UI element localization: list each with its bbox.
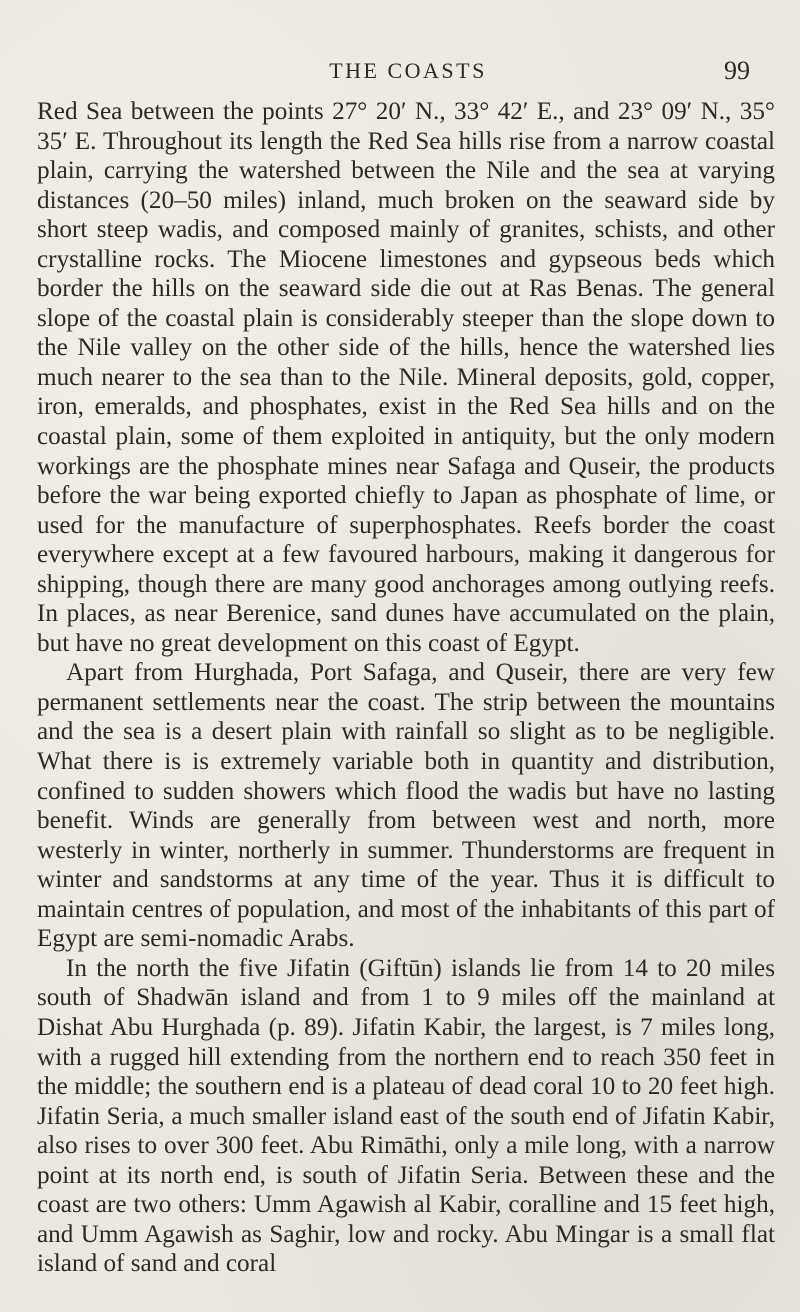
paragraph: Apart from Hurghada, Port Safaga, and Quseir, there are very few permanent settlements near the coast. The strip between the mountains and the sea is a desert plain with rainfall so slight as to be negligible. What there is is extremely variable both in quantity and distribution, confined to sudden showers which flood the wadis but have no lasting benefit. Winds are generally from between west and north, more westerly in winter, northerly in summer. Thunderstorms are frequent in winter and sandstorms at any time of the year. Thus it is difficult to maintain centres of population, and most of the inhabitants of this part of Egypt are semi-nomadic Arabs. [37, 659, 775, 953]
body-text [37, 97, 775, 1279]
running-title: THE COASTS [329, 58, 487, 83]
paragraph: In the north the five Jifatin (Giftūn) islands lie from 14 to 20 miles south of Shadwān island and from 1 to 9 miles off the mainland at Dishat Abu Hurghada (p. 89). Jifatin Kabir, the largest, is 7 miles long, with a rugged hill extending from the northern end to reach 350 feet in the middle; the southern end is a plateau of dead coral 10 to 20 feet high. Jifatin Seria, a much smaller island east of the south end of Jifatin Kabir, also rises to over 300 feet. Abu Rimāthi, only a mile long, with a narrow point at its north end, is south of Jifatin Seria. Between these and the coast are two others: Umm Agawish al Kabir, coralline and 15 feet high, and Umm Agawish as Saghir, low and rocky. Abu Mingar is a small flat island of sand and coral [37, 954, 775, 1278]
running-head [36, 58, 780, 98]
page-number: 99 [724, 56, 750, 85]
paragraph: Red Sea between the points 27° 20′ N., 33° 42′ E., and 23° 09′ N., 35° 35′ E. Throughout its length the Red Sea hills rise from a narrow coastal plain, carrying the watershed between the Nile and the sea at varying distances (20–50 miles) inland, much broken on the seaward side by short steep wadis, and composed mainly of granites, schists, and other crystalline rocks. The Miocene limestones and gypseous beds which border the hills on the seaward side die out at Ras Benas. The general slope of the coastal plain is considerably steeper than the slope down to the Nile valley on the other side of the hills, hence the watershed lies much nearer to the sea than to the Nile. Mineral deposits, gold, copper, iron, emeralds, and phosphates, exist in the Red Sea hills and on the coastal plain, some of them exploited in antiquity, but the only modern workings are the phosphate mines near Safaga and Quseir, the products before the war being exported chiefly to Japan as phosphate of lime, or used for the manufacture of superphosphates. Reefs border the coast everywhere except at a few favoured harbours, making it dangerous for shipping, though there are many good anchorages among outlying reefs. In places, as near Berenice, sand dunes have accumulated on the plain, but have no great development on this coast of Egypt. [37, 98, 775, 657]
